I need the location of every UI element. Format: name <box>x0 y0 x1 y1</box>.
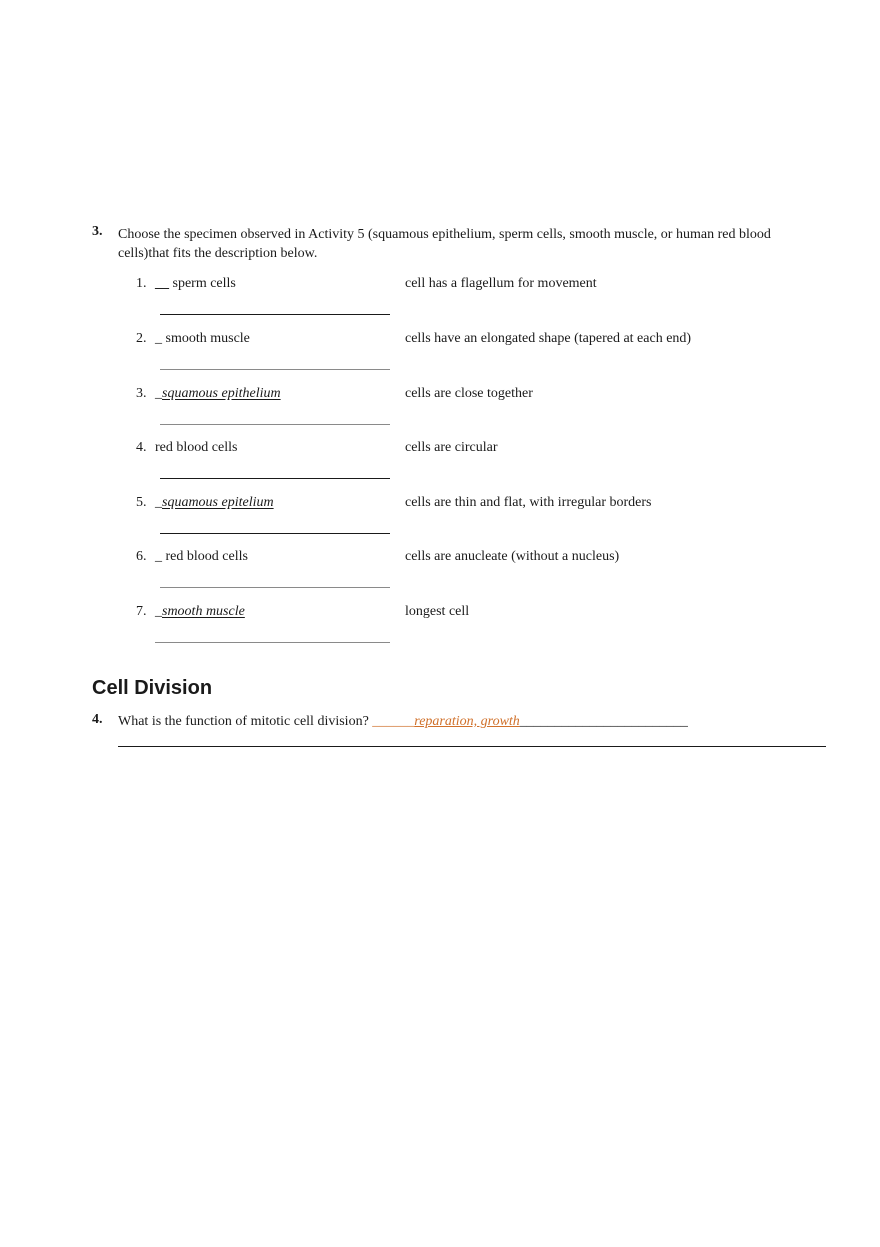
item-4-answer <box>155 440 237 456</box>
item-3-answer <box>155 386 281 402</box>
item-4-answer-text: red blood cells <box>155 440 238 455</box>
item-7-number: 7. <box>136 604 147 619</box>
item-7-answer-text: smooth muscle <box>162 604 245 619</box>
item-2-prefix: _ <box>155 331 166 346</box>
item-5-number: 5. <box>136 495 147 510</box>
item-6-answer-text: red blood cells <box>165 549 248 564</box>
item-1-answer-text: sperm cells <box>172 276 236 291</box>
item-5-answer-text: squamous epitelium <box>162 495 274 510</box>
item-1-number: 1. <box>136 276 147 291</box>
item-2-answer-text: smooth muscle <box>165 331 250 346</box>
item-5-description: cells are thin and flat, with irregular borders <box>405 495 652 510</box>
item-5-answer-line <box>160 533 390 534</box>
item-3-description: cells are close together <box>405 386 533 401</box>
question-4-number: 4. <box>92 712 103 727</box>
item-5-prefix: _ <box>155 495 162 510</box>
item-3-number: 3. <box>136 386 147 401</box>
item-2-description: cells have an elongated shape (tapered at each end) <box>405 331 692 346</box>
question-3-text: Choose the specimen observed in Activity 5 (squamous epithelium, sperm cells, smooth muscle, or human red blood cells)that fits the description below. <box>118 227 771 261</box>
question-3-number: 3. <box>92 224 103 239</box>
item-2-answer-line <box>160 369 390 370</box>
item-6-number: 6. <box>136 549 147 564</box>
section-heading-cell-division: Cell Division <box>92 677 213 699</box>
item-1-prefix: __ <box>155 276 173 291</box>
question-4-answer-line <box>118 746 826 747</box>
item-2-answer <box>155 331 250 347</box>
question-4-blank-before: ______ <box>372 714 415 729</box>
item-7-description: longest cell <box>405 604 470 619</box>
item-2-number: 2. <box>136 331 147 346</box>
item-7-prefix: _ <box>155 604 162 619</box>
item-7-answer <box>155 604 245 620</box>
item-3-answer-line <box>160 424 390 425</box>
item-1-answer-line <box>160 314 390 315</box>
item-4-answer-line <box>160 478 390 479</box>
item-7-answer-line <box>155 642 390 643</box>
item-1-answer <box>155 276 236 292</box>
question-4-blank-after: ________________________ <box>519 714 688 729</box>
item-6-answer <box>155 549 248 565</box>
item-4-number: 4. <box>136 440 147 455</box>
question-4-text: What is the function of mitotic cell division? <box>118 714 369 729</box>
question-4-line <box>118 712 688 731</box>
item-3-prefix: _ <box>155 386 162 401</box>
item-6-prefix: _ <box>155 549 166 564</box>
item-1-description: cell has a flagellum for movement <box>405 276 597 291</box>
item-4-description: cells are circular <box>405 440 498 455</box>
item-5-answer <box>155 495 274 511</box>
item-6-answer-line <box>160 587 390 588</box>
question-4-answer: reparation, growth <box>414 714 520 729</box>
item-3-answer-text: squamous epithelium <box>162 386 281 401</box>
item-6-description: cells are anucleate (without a nucleus) <box>405 549 620 564</box>
